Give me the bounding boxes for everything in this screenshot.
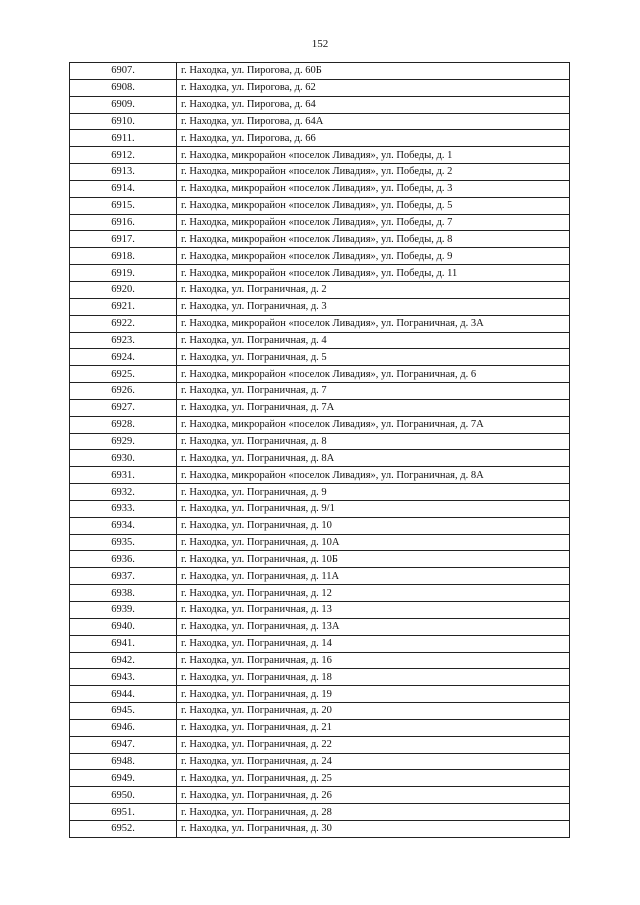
row-number-cell: 6917. — [70, 231, 177, 248]
table-row — [70, 703, 570, 720]
address-cell: г. Находка, ул. Пограничная, д. 20 — [177, 703, 570, 720]
address-cell: г. Находка, микрорайон «поселок Ливадия», ул. Пограничная, д. 6 — [177, 366, 570, 383]
table-row — [70, 214, 570, 231]
address-cell: г. Находка, ул. Пирогова, д. 60Б — [177, 63, 570, 80]
address-cell: г. Находка, ул. Пограничная, д. 10А — [177, 534, 570, 551]
address-cell: г. Находка, микрорайон «поселок Ливадия», ул. Победы, д. 9 — [177, 248, 570, 265]
row-number-cell: 6928. — [70, 416, 177, 433]
table-row — [70, 349, 570, 366]
row-number-cell: 6923. — [70, 332, 177, 349]
row-number-cell: 6940. — [70, 618, 177, 635]
address-cell: г. Находка, ул. Пограничная, д. 7А — [177, 399, 570, 416]
address-cell: г. Находка, ул. Пограничная, д. 18 — [177, 669, 570, 686]
table-row — [70, 433, 570, 450]
address-cell: г. Находка, микрорайон «поселок Ливадия», ул. Пограничная, д. 7А — [177, 416, 570, 433]
table-row — [70, 281, 570, 298]
row-number-cell: 6942. — [70, 652, 177, 669]
table-row — [70, 79, 570, 96]
row-number-cell: 6916. — [70, 214, 177, 231]
address-cell: г. Находка, ул. Пограничная, д. 25 — [177, 770, 570, 787]
address-cell: г. Находка, ул. Пограничная, д. 8 — [177, 433, 570, 450]
row-number-cell: 6939. — [70, 602, 177, 619]
address-cell: г. Находка, ул. Пограничная, д. 7 — [177, 383, 570, 400]
table-row — [70, 568, 570, 585]
page-number: 152 — [311, 38, 329, 50]
row-number-cell: 6934. — [70, 517, 177, 534]
row-number-cell: 6929. — [70, 433, 177, 450]
address-cell: г. Находка, ул. Пограничная, д. 12 — [177, 585, 570, 602]
row-number-cell: 6931. — [70, 467, 177, 484]
address-cell: г. Находка, микрорайон «поселок Ливадия», ул. Победы, д. 3 — [177, 180, 570, 197]
address-cell: г. Находка, ул. Пограничная, д. 21 — [177, 719, 570, 736]
address-cell: г. Находка, ул. Пограничная, д. 10 — [177, 517, 570, 534]
row-number-cell: 6926. — [70, 383, 177, 400]
address-table — [69, 62, 570, 838]
table-row — [70, 618, 570, 635]
address-cell: г. Находка, ул. Пирогова, д. 64 — [177, 96, 570, 113]
address-cell: г. Находка, микрорайон «поселок Ливадия», ул. Пограничная, д. 3А — [177, 315, 570, 332]
address-cell: г. Находка, ул. Пограничная, д. 11А — [177, 568, 570, 585]
row-number-cell: 6950. — [70, 787, 177, 804]
table-row — [70, 248, 570, 265]
address-cell: г. Находка, микрорайон «поселок Ливадия», ул. Победы, д. 7 — [177, 214, 570, 231]
table-row — [70, 467, 570, 484]
address-table-body — [70, 63, 570, 838]
table-row — [70, 298, 570, 315]
table-row — [70, 820, 570, 837]
address-cell: г. Находка, ул. Пограничная, д. 16 — [177, 652, 570, 669]
row-number-cell: 6911. — [70, 130, 177, 147]
address-cell: г. Находка, ул. Пограничная, д. 9/1 — [177, 500, 570, 517]
table-row — [70, 315, 570, 332]
table-row — [70, 399, 570, 416]
row-number-cell: 6910. — [70, 113, 177, 130]
row-number-cell: 6914. — [70, 180, 177, 197]
address-cell: г. Находка, микрорайон «поселок Ливадия», ул. Пограничная, д. 8А — [177, 467, 570, 484]
row-number-cell: 6913. — [70, 164, 177, 181]
address-cell: г. Находка, ул. Пирогова, д. 66 — [177, 130, 570, 147]
address-cell: г. Находка, ул. Пирогова, д. 64А — [177, 113, 570, 130]
table-row — [70, 635, 570, 652]
row-number-cell: 6922. — [70, 315, 177, 332]
table-row — [70, 585, 570, 602]
address-cell: г. Находка, микрорайон «поселок Ливадия», ул. Победы, д. 1 — [177, 147, 570, 164]
table-row — [70, 164, 570, 181]
address-cell: г. Находка, ул. Пограничная, д. 8А — [177, 450, 570, 467]
address-cell: г. Находка, микрорайон «поселок Ливадия», ул. Победы, д. 8 — [177, 231, 570, 248]
address-cell: г. Находка, ул. Пограничная, д. 9 — [177, 484, 570, 501]
row-number-cell: 6932. — [70, 484, 177, 501]
table-row — [70, 500, 570, 517]
table-row — [70, 652, 570, 669]
address-cell: г. Находка, ул. Пограничная, д. 10Б — [177, 551, 570, 568]
table-row — [70, 332, 570, 349]
address-cell: г. Находка, ул. Пограничная, д. 5 — [177, 349, 570, 366]
row-number-cell: 6924. — [70, 349, 177, 366]
table-row — [70, 686, 570, 703]
row-number-cell: 6947. — [70, 736, 177, 753]
row-number-cell: 6935. — [70, 534, 177, 551]
table-row — [70, 669, 570, 686]
table-row — [70, 450, 570, 467]
table-row — [70, 96, 570, 113]
address-cell: г. Находка, ул. Пограничная, д. 2 — [177, 281, 570, 298]
address-cell: г. Находка, ул. Пограничная, д. 19 — [177, 686, 570, 703]
table-row — [70, 787, 570, 804]
table-row — [70, 147, 570, 164]
table-row — [70, 180, 570, 197]
table-row — [70, 383, 570, 400]
address-cell: г. Находка, ул. Пограничная, д. 26 — [177, 787, 570, 804]
address-cell: г. Находка, ул. Пограничная, д. 24 — [177, 753, 570, 770]
table-row — [70, 551, 570, 568]
address-cell: г. Находка, ул. Пирогова, д. 62 — [177, 79, 570, 96]
row-number-cell: 6937. — [70, 568, 177, 585]
address-cell: г. Находка, микрорайон «поселок Ливадия», ул. Победы, д. 2 — [177, 164, 570, 181]
address-cell: г. Находка, ул. Пограничная, д. 13 — [177, 602, 570, 619]
row-number-cell: 6952. — [70, 820, 177, 837]
table-row — [70, 484, 570, 501]
table-row — [70, 804, 570, 821]
row-number-cell: 6918. — [70, 248, 177, 265]
table-row — [70, 130, 570, 147]
row-number-cell: 6933. — [70, 500, 177, 517]
address-cell: г. Находка, ул. Пограничная, д. 4 — [177, 332, 570, 349]
row-number-cell: 6944. — [70, 686, 177, 703]
address-cell: г. Находка, микрорайон «поселок Ливадия», ул. Победы, д. 11 — [177, 265, 570, 282]
table-row — [70, 231, 570, 248]
row-number-cell: 6946. — [70, 719, 177, 736]
row-number-cell: 6948. — [70, 753, 177, 770]
row-number-cell: 6930. — [70, 450, 177, 467]
table-row — [70, 736, 570, 753]
row-number-cell: 6912. — [70, 147, 177, 164]
row-number-cell: 6909. — [70, 96, 177, 113]
row-number-cell: 6927. — [70, 399, 177, 416]
table-row — [70, 753, 570, 770]
table-row — [70, 416, 570, 433]
table-row — [70, 113, 570, 130]
row-number-cell: 6921. — [70, 298, 177, 315]
row-number-cell: 6951. — [70, 804, 177, 821]
row-number-cell: 6936. — [70, 551, 177, 568]
row-number-cell: 6949. — [70, 770, 177, 787]
row-number-cell: 6919. — [70, 265, 177, 282]
row-number-cell: 6925. — [70, 366, 177, 383]
table-row — [70, 517, 570, 534]
address-cell: г. Находка, ул. Пограничная, д. 13А — [177, 618, 570, 635]
row-number-cell: 6915. — [70, 197, 177, 214]
row-number-cell: 6938. — [70, 585, 177, 602]
row-number-cell: 6907. — [70, 63, 177, 80]
table-row — [70, 265, 570, 282]
row-number-cell: 6941. — [70, 635, 177, 652]
address-cell: г. Находка, ул. Пограничная, д. 22 — [177, 736, 570, 753]
row-number-cell: 6908. — [70, 79, 177, 96]
table-row — [70, 63, 570, 80]
table-row — [70, 770, 570, 787]
table-row — [70, 602, 570, 619]
address-cell: г. Находка, микрорайон «поселок Ливадия», ул. Победы, д. 5 — [177, 197, 570, 214]
table-row — [70, 366, 570, 383]
table-row — [70, 534, 570, 551]
table-row — [70, 197, 570, 214]
address-cell: г. Находка, ул. Пограничная, д. 30 — [177, 820, 570, 837]
address-cell: г. Находка, ул. Пограничная, д. 28 — [177, 804, 570, 821]
row-number-cell: 6920. — [70, 281, 177, 298]
table-row — [70, 719, 570, 736]
address-cell: г. Находка, ул. Пограничная, д. 3 — [177, 298, 570, 315]
row-number-cell: 6943. — [70, 669, 177, 686]
row-number-cell: 6945. — [70, 703, 177, 720]
address-cell: г. Находка, ул. Пограничная, д. 14 — [177, 635, 570, 652]
